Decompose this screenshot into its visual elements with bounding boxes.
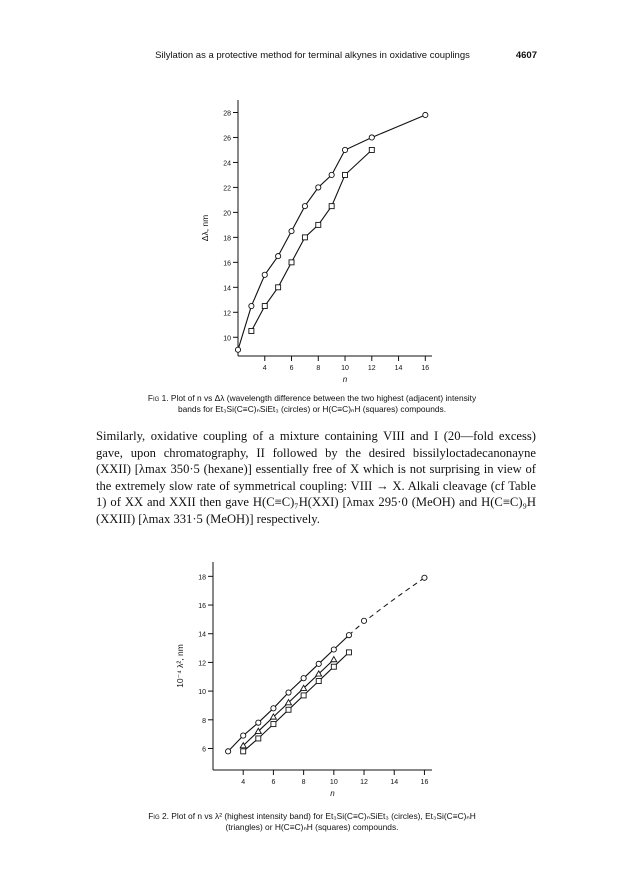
data-point-circle bbox=[271, 706, 276, 711]
data-point-square bbox=[329, 204, 334, 209]
y-tick-label: 20 bbox=[223, 210, 231, 218]
x-tick-label: 4 bbox=[241, 779, 246, 786]
data-point-triangle bbox=[331, 657, 337, 662]
series-extension-dashed bbox=[349, 578, 425, 635]
data-point-circle bbox=[226, 749, 231, 754]
x-tick-label: 12 bbox=[360, 779, 368, 786]
x-tick-label: 4 bbox=[262, 365, 267, 372]
data-point-circle bbox=[256, 720, 261, 725]
data-point-circle bbox=[342, 147, 347, 152]
data-point-square bbox=[346, 650, 351, 655]
data-point-square bbox=[343, 172, 348, 177]
x-tick-label: 10 bbox=[329, 779, 338, 786]
x-tick-label: 12 bbox=[367, 365, 376, 372]
y-tick-label: 10 bbox=[223, 335, 231, 343]
running-title: Silylation as a protective method for terminal alkynes in oxidative couplings bbox=[155, 50, 470, 61]
x-tick-label: 10 bbox=[341, 365, 349, 372]
data-point-circle bbox=[276, 253, 281, 258]
data-point-square bbox=[249, 329, 254, 334]
data-point-square bbox=[286, 707, 291, 712]
data-point-square bbox=[289, 260, 294, 265]
data-point-circle bbox=[249, 303, 254, 308]
y-tick-label: 16 bbox=[223, 260, 231, 268]
figure-1-chart bbox=[0, 88, 625, 388]
data-point-circle bbox=[262, 272, 267, 277]
figure-2-chart bbox=[0, 550, 625, 810]
figure-1-label: Fig 1. bbox=[147, 393, 169, 403]
figure-1-caption bbox=[92, 393, 532, 415]
figure-1-caption-line2: bands for Et₃Si(C≡C)ₙSiEt₃ (circles) or H(C≡C)ₙH (squares) compounds. bbox=[177, 404, 447, 414]
data-point-circle bbox=[316, 661, 321, 666]
x-axis-label: n bbox=[330, 789, 335, 798]
y-tick-label: 18 bbox=[198, 574, 206, 582]
figure-2-caption-line2: (triangles) or H(C≡C)ₙH (squares) compounds. bbox=[225, 822, 399, 832]
data-point-square bbox=[331, 664, 336, 669]
data-point-square bbox=[301, 693, 306, 698]
series-line bbox=[251, 150, 371, 331]
series-line bbox=[238, 115, 425, 350]
data-point-circle bbox=[301, 676, 306, 681]
data-point-circle bbox=[369, 135, 374, 140]
y-tick-label: 12 bbox=[198, 660, 206, 668]
data-point-square bbox=[262, 304, 267, 309]
x-tick-label: 16 bbox=[421, 365, 430, 372]
y-tick-label: 22 bbox=[223, 185, 231, 193]
figure-2-caption-line1: Plot of n vs λ² (highest intensity band) for Et₃Si(C≡C)ₙSiEt₃ (circles), Et₃Si(C≡C)ₙH bbox=[171, 811, 476, 821]
y-axis-label: Δλ, nm bbox=[200, 214, 210, 242]
data-point-circle bbox=[329, 172, 334, 177]
x-tick-label: 14 bbox=[394, 365, 403, 372]
y-tick-label: 16 bbox=[198, 603, 206, 611]
data-point-circle bbox=[235, 347, 240, 352]
y-tick-label: 10 bbox=[198, 689, 206, 697]
x-tick-label: 6 bbox=[289, 365, 294, 372]
data-point-circle bbox=[361, 618, 366, 623]
data-point-square bbox=[271, 722, 276, 727]
y-tick-label: 26 bbox=[223, 135, 231, 143]
page-number: 4607 bbox=[515, 50, 537, 61]
data-point-square bbox=[316, 222, 321, 227]
data-point-circle bbox=[331, 647, 336, 652]
x-tick-label: 8 bbox=[316, 365, 321, 372]
x-tick-label: 16 bbox=[420, 779, 429, 786]
y-tick-label: 24 bbox=[223, 160, 231, 168]
data-point-circle bbox=[289, 229, 294, 234]
data-point-circle bbox=[423, 112, 428, 117]
data-point-circle bbox=[241, 733, 246, 738]
data-point-square bbox=[241, 749, 246, 754]
figure-1-caption-line1: Plot of n vs Δλ (wavelength difference between the two highest (adjacent) intensity bbox=[170, 393, 477, 403]
data-point-circle bbox=[302, 204, 307, 209]
body-paragraph: Similarly, oxidative coupling of a mixture containing VIII and I (20—fold excess) gave, upon chromatography, II followed by the desired bissilyloctadecanonayne (XXII) [λmax 350·5 (hexane)] essentially free of X which is not surprising in view of the extremely slow rate of symmetrical coupling: VIII → X. Alkali cleavage (cf Table 1) of XX and XXII then gave H(C≡C)₇H(XXI) [λmax 295·0 (MeOH) and H(C≡C)₉H (XXIII) [λmax 331·5 (MeOH)] respectively. bbox=[96, 429, 536, 526]
y-tick-label: 6 bbox=[202, 746, 206, 754]
data-point-circle bbox=[346, 633, 351, 638]
data-point-square bbox=[369, 147, 374, 152]
y-tick-label: 14 bbox=[223, 285, 231, 293]
data-point-square bbox=[302, 235, 307, 240]
data-point-square bbox=[276, 285, 281, 290]
y-axis-label: 10⁻⁴ λ², nm bbox=[175, 644, 185, 688]
y-tick-label: 18 bbox=[223, 235, 231, 243]
y-tick-label: 12 bbox=[223, 310, 231, 318]
x-tick-label: 14 bbox=[390, 779, 399, 786]
data-point-square bbox=[316, 679, 321, 684]
figure-2-label: Fig 2. bbox=[148, 811, 169, 821]
x-tick-label: 6 bbox=[271, 779, 276, 786]
y-tick-label: 28 bbox=[223, 110, 231, 118]
x-tick-label: 8 bbox=[301, 779, 306, 786]
figure-2-caption bbox=[92, 811, 532, 833]
data-point-circle bbox=[422, 575, 427, 580]
x-axis-label: n bbox=[342, 375, 348, 384]
data-point-square bbox=[256, 736, 261, 741]
y-tick-label: 14 bbox=[198, 631, 206, 639]
page-header bbox=[0, 50, 625, 66]
data-point-circle bbox=[316, 185, 321, 190]
data-point-circle bbox=[286, 690, 291, 695]
y-tick-label: 8 bbox=[202, 717, 206, 725]
